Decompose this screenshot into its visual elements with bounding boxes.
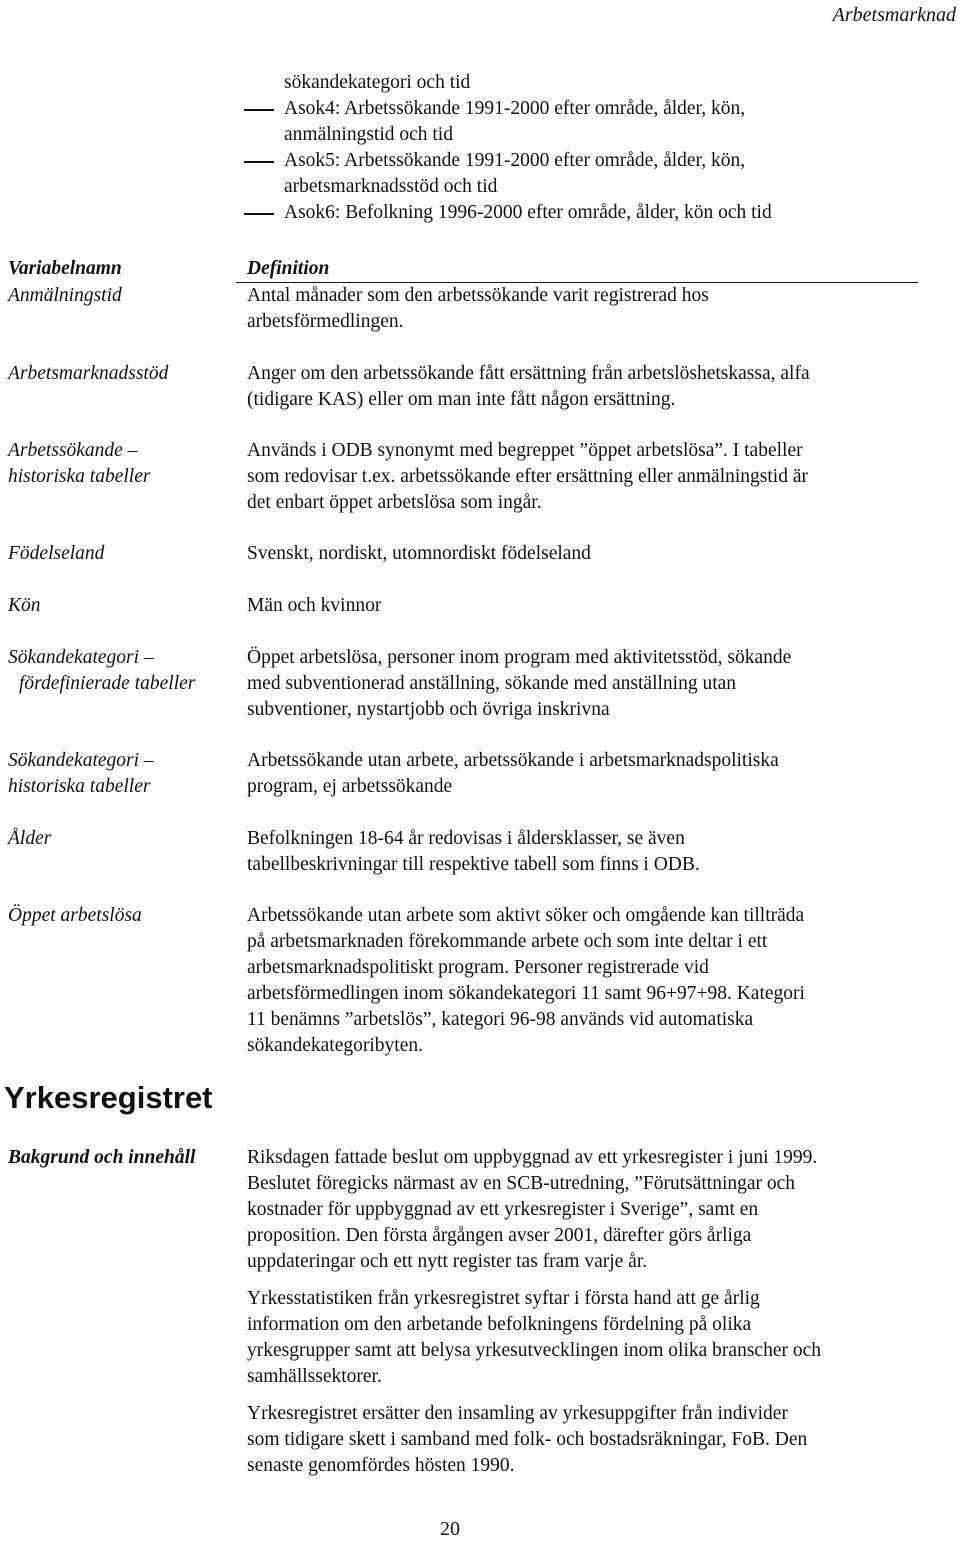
variable-name: Ålder [8, 828, 52, 849]
variable-definition: Befolkningen 18-64 år redovisas i åldersklasser, se även tabellbeskrivningar till respektive tabell som finns i ODB. [247, 828, 700, 875]
list-dash [244, 109, 274, 111]
variable-name: Sökandekategori – historiska tabeller [8, 750, 154, 797]
variable-name: Sökandekategori – fördefinierade tabeller [8, 647, 196, 694]
list-item: Asok4: Arbetssökande 1991-2000 efter område, ålder, kön, [284, 98, 746, 119]
table-list [284, 70, 772, 226]
section-paragraph: Riksdagen fattade beslut om uppbyggnad av ett yrkesregister i juni 1999. Beslutet föregicks närmast av en SCB-utredning, ”Förutsättningar och kostnader för uppbyggnad av ett yrkesregister i Sverige”, samt en proposition. Den första årgången avser 2001, därefter görs årliga uppdateringar och ett nytt register tas fram varje år. [247, 1147, 818, 1272]
variable-name: Arbetsmarknadsstöd [8, 363, 169, 384]
variable-definition: Arbetssökande utan arbete, arbetssökande i arbetsmarknadspolitiska program, ej arbetssökande [247, 750, 779, 797]
list-item: Asok6: Befolkning 1996-2000 efter område, ålder, kön och tid [284, 202, 772, 223]
header-variable-name: Variabelnamn [8, 258, 122, 279]
list-item: Asok5: Arbetssökande 1991-2000 efter område, ålder, kön, [284, 150, 746, 171]
list-item: arbetsmarknadsstöd och tid [284, 176, 498, 197]
list-dash [244, 213, 274, 215]
section-paragraph: Yrkesregistret ersätter den insamling av yrkesuppgifter från individer som tidigare skett i samband med folk- och bostadsräkningar, FoB. Den senaste genomfördes hösten 1990. [247, 1403, 808, 1476]
variable-definition: Svenskt, nordiskt, utomnordiskt födelseland [247, 543, 591, 564]
variable-definition: Används i ODB synonymt med begreppet ”öppet arbetslösa”. I tabeller som redovisar t.ex. arbetssökande efter ersättning eller anmälningstid är det enbart öppet arbetslösa som ingår. [247, 440, 808, 513]
list-item: sökandekategori och tid [284, 72, 471, 93]
list-dash [244, 161, 274, 163]
running-header: Arbetsmarknad [832, 4, 956, 26]
variable-definition: Anger om den arbetssökande fått ersättning från arbetslöshetskassa, alfa (tidigare KAS) eller om man inte fått någon ersättning. [247, 363, 810, 410]
section-title: Yrkesregistret [4, 1080, 213, 1115]
variable-name: Kön [8, 595, 41, 616]
variable-definition: Män och kvinnor [247, 595, 382, 616]
section-label: Bakgrund och innehåll [8, 1147, 196, 1168]
variable-name: Anmälningstid [8, 285, 122, 306]
variable-definition: Antal månader som den arbetssökande varit registrerad hos arbetsförmedlingen. [247, 285, 709, 332]
variable-name: Arbetssökande – historiska tabeller [8, 440, 151, 487]
variable-definition: Arbetssökande utan arbete som aktivt söker och omgående kan tillträda på arbetsmarknaden förekommande arbete och som inte deltar i ett arbetsmarknadspolitiskt program. Personer registrerade vid arbetsförmedlingen inom sökandekategori 11 samt 96+97+98. Kategori 11 benämns ”arbetslös”, kategori 96-98 används vid automatiska sökandekategoribyten. [247, 905, 805, 1056]
variable-definition: Öppet arbetslösa, personer inom program med aktivitetsstöd, sökande med subventionerad anställning, sökande med anställning utan subventioner, nystartjobb och övriga inskrivna [247, 647, 792, 720]
variable-name: Öppet arbetslösa [8, 905, 142, 926]
page-number: 20 [440, 1518, 460, 1540]
header-definition: Definition [247, 258, 330, 279]
section-paragraph: Yrkesstatistiken från yrkesregistret syftar i första hand att ge årlig information om den arbetande befolkningens fördelning på olika yrkesgrupper samt att belysa yrkesutvecklingen inom olika branscher och samhällssektorer. [247, 1288, 821, 1387]
variable-name: Födelseland [8, 543, 105, 564]
list-item: anmälningstid och tid [284, 124, 453, 145]
